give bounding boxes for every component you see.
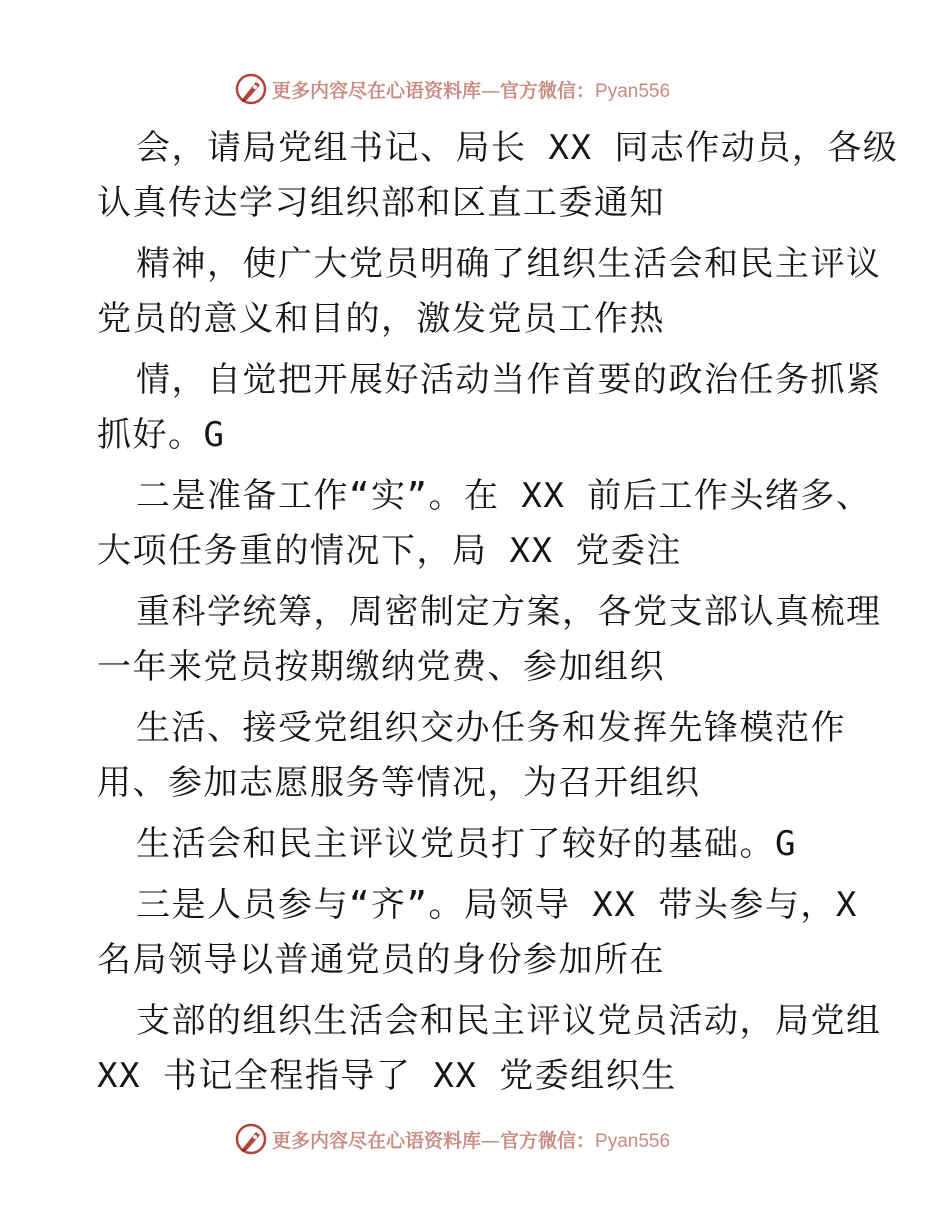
text-line: 情，自觉把开展好活动当作首要的政治任务抓紧 xyxy=(136,360,882,400)
banner-main-text: 更多内容尽在心语资料库 xyxy=(272,1129,482,1152)
banner-wechat-handle: Pyan556 xyxy=(595,1130,671,1152)
text-line: 三是人员参与“齐”。局领导 XX 带头参与，X xyxy=(136,885,858,925)
text-line: 党员的意义和目的，激发党员工作热 xyxy=(97,299,665,339)
text-line: XX 书记全程指导了 XX 党委组织生 xyxy=(97,1056,677,1096)
text-line: 认真传达学习组织部和区直工委通知 xyxy=(97,183,665,223)
text-line: 重科学统筹，周密制定方案，各党支部认真梳理 xyxy=(136,592,882,632)
text-line: 支部的组织生活会和民主评议党员活动，局党组 xyxy=(136,1001,882,1041)
text-line: 生活会和民主评议党员打了较好的基础。G xyxy=(136,824,797,864)
banner-main-text: 更多内容尽在心语资料库 xyxy=(272,79,482,102)
text-line: 生活、接受党组织交办任务和发挥先锋模范作 xyxy=(136,708,846,748)
text-line: 用、参加志愿服务等情况，为召开组织 xyxy=(97,763,701,803)
text-line: 抓好。G xyxy=(97,415,226,455)
banner-wechat-label: 官方微信： xyxy=(500,79,596,102)
pen-logo-icon xyxy=(234,1122,268,1156)
banner-separator: — xyxy=(481,79,501,102)
text-line: 会，请局党组书记、局长 XX 同志作动员，各级 xyxy=(136,128,899,168)
text-line: 名局领导以普通党员的身份参加所在 xyxy=(97,940,665,980)
banner-wechat-label: 官方微信： xyxy=(500,1129,596,1152)
text-line: 二是准备工作“实”。在 XX 前后工作头绪多、 xyxy=(136,476,872,516)
text-line: 精神，使广大党员明确了组织生活会和民主评议 xyxy=(136,244,882,284)
banner-wechat-handle: Pyan556 xyxy=(595,80,671,102)
footer-watermark-banner xyxy=(234,1122,754,1156)
text-line: 一年来党员按期缴纳党费、参加组织 xyxy=(97,647,665,687)
banner-separator: — xyxy=(481,1129,501,1152)
text-line: 大项任务重的情况下，局 XX 党委注 xyxy=(97,531,682,571)
